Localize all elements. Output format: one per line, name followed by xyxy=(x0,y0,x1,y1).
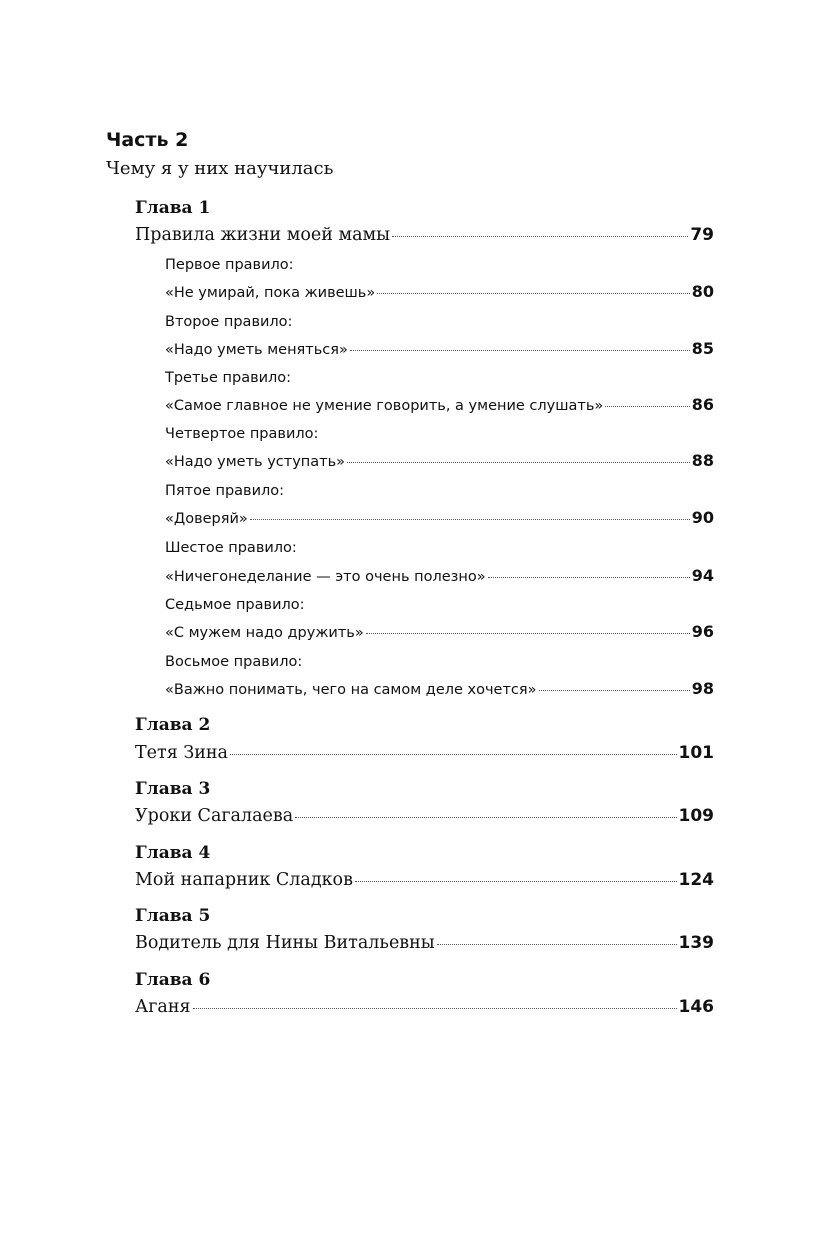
chapter-5-title: Водитель для Нины Витальевны xyxy=(135,933,435,953)
leader-dots xyxy=(347,462,690,463)
rule-5-page: 90 xyxy=(691,508,714,527)
chapter-6-page: 146 xyxy=(678,997,714,1017)
chapter-3-title: Уроки Сагалаева xyxy=(135,806,294,826)
chapter-2-label: Глава 2 xyxy=(135,715,211,735)
toc-entry-rule-8[interactable] xyxy=(165,679,714,698)
rule-2-page: 85 xyxy=(691,339,714,358)
leader-dots xyxy=(437,944,677,945)
toc-entry-rule-4[interactable] xyxy=(165,451,714,470)
toc-entry-chapter-6[interactable] xyxy=(135,997,714,1017)
toc-entry-rule-5[interactable] xyxy=(165,508,714,527)
leader-dots xyxy=(230,754,677,755)
toc-entry-rule-2[interactable] xyxy=(165,339,714,358)
leader-dots xyxy=(488,577,690,578)
toc-entry-rule-6[interactable] xyxy=(165,566,714,585)
rule-7-page: 96 xyxy=(691,622,714,641)
chapter-5-label: Глава 5 xyxy=(135,906,211,926)
toc-entry-rule-1[interactable] xyxy=(165,282,714,301)
leader-dots xyxy=(377,293,690,294)
chapter-1-title: Правила жизни моей мамы xyxy=(135,225,391,245)
rule-6-label: Шестое правило: xyxy=(165,540,297,556)
chapter-1-label: Глава 1 xyxy=(135,198,211,218)
rule-4-page: 88 xyxy=(691,451,714,470)
leader-dots xyxy=(392,236,688,237)
chapter-1-page: 79 xyxy=(690,225,714,245)
rule-1-page: 80 xyxy=(691,282,714,301)
toc-entry-rule-3[interactable] xyxy=(165,395,714,414)
rule-7-title: «С мужем надо дружить» xyxy=(165,625,364,641)
leader-dots xyxy=(350,350,690,351)
toc-entry-rule-7[interactable] xyxy=(165,622,714,641)
leader-dots xyxy=(539,690,690,691)
leader-dots xyxy=(366,633,690,634)
rule-6-page: 94 xyxy=(691,566,714,585)
chapter-3-page: 109 xyxy=(678,806,714,826)
toc-entry-chapter-5[interactable] xyxy=(135,933,714,953)
rule-3-page: 86 xyxy=(691,395,714,414)
rule-3-label: Третье правило: xyxy=(165,370,292,386)
chapter-2-title: Тетя Зина xyxy=(135,743,228,763)
toc-entry-chapter-1[interactable] xyxy=(135,225,714,245)
chapter-6-title: Аганя xyxy=(135,997,191,1017)
toc-entry-chapter-2[interactable] xyxy=(135,743,714,763)
rule-5-label: Пятое правило: xyxy=(165,483,285,499)
rule-7-label: Седьмое правило: xyxy=(165,597,305,613)
toc-entry-chapter-3[interactable] xyxy=(135,806,714,826)
chapter-4-label: Глава 4 xyxy=(135,843,211,863)
chapter-3-label: Глава 3 xyxy=(135,779,211,799)
rule-1-title: «Не умирай, пока живешь» xyxy=(165,285,376,301)
part-title: Часть 2 xyxy=(106,129,189,151)
rule-8-title: «Важно понимать, чего на самом деле хочется» xyxy=(165,682,537,698)
leader-dots xyxy=(355,881,677,882)
part-subtitle: Чему я у них научилась xyxy=(106,158,334,179)
rule-4-label: Четвертое правило: xyxy=(165,426,319,442)
chapter-2-page: 101 xyxy=(678,743,714,763)
rule-6-title: «Ничегонеделание — это очень полезно» xyxy=(165,569,486,585)
rule-4-title: «Надо уметь уступать» xyxy=(165,454,346,470)
leader-dots xyxy=(193,1008,677,1009)
leader-dots xyxy=(605,406,689,407)
rule-2-title: «Надо уметь меняться» xyxy=(165,342,348,358)
rule-3-title: «Самое главное не умение говорить, а умение слушать» xyxy=(165,398,604,414)
leader-dots xyxy=(250,519,690,520)
chapter-4-page: 124 xyxy=(678,870,714,890)
toc-entry-chapter-4[interactable] xyxy=(135,870,714,890)
rule-8-label: Восьмое правило: xyxy=(165,654,303,670)
rule-1-label: Первое правило: xyxy=(165,257,294,273)
rule-8-page: 98 xyxy=(691,679,714,698)
chapter-5-page: 139 xyxy=(678,933,714,953)
rule-2-label: Второе правило: xyxy=(165,314,293,330)
chapter-4-title: Мой напарник Сладков xyxy=(135,870,353,890)
leader-dots xyxy=(295,817,676,818)
rule-5-title: «Доверяй» xyxy=(165,511,248,527)
chapter-6-label: Глава 6 xyxy=(135,970,211,990)
